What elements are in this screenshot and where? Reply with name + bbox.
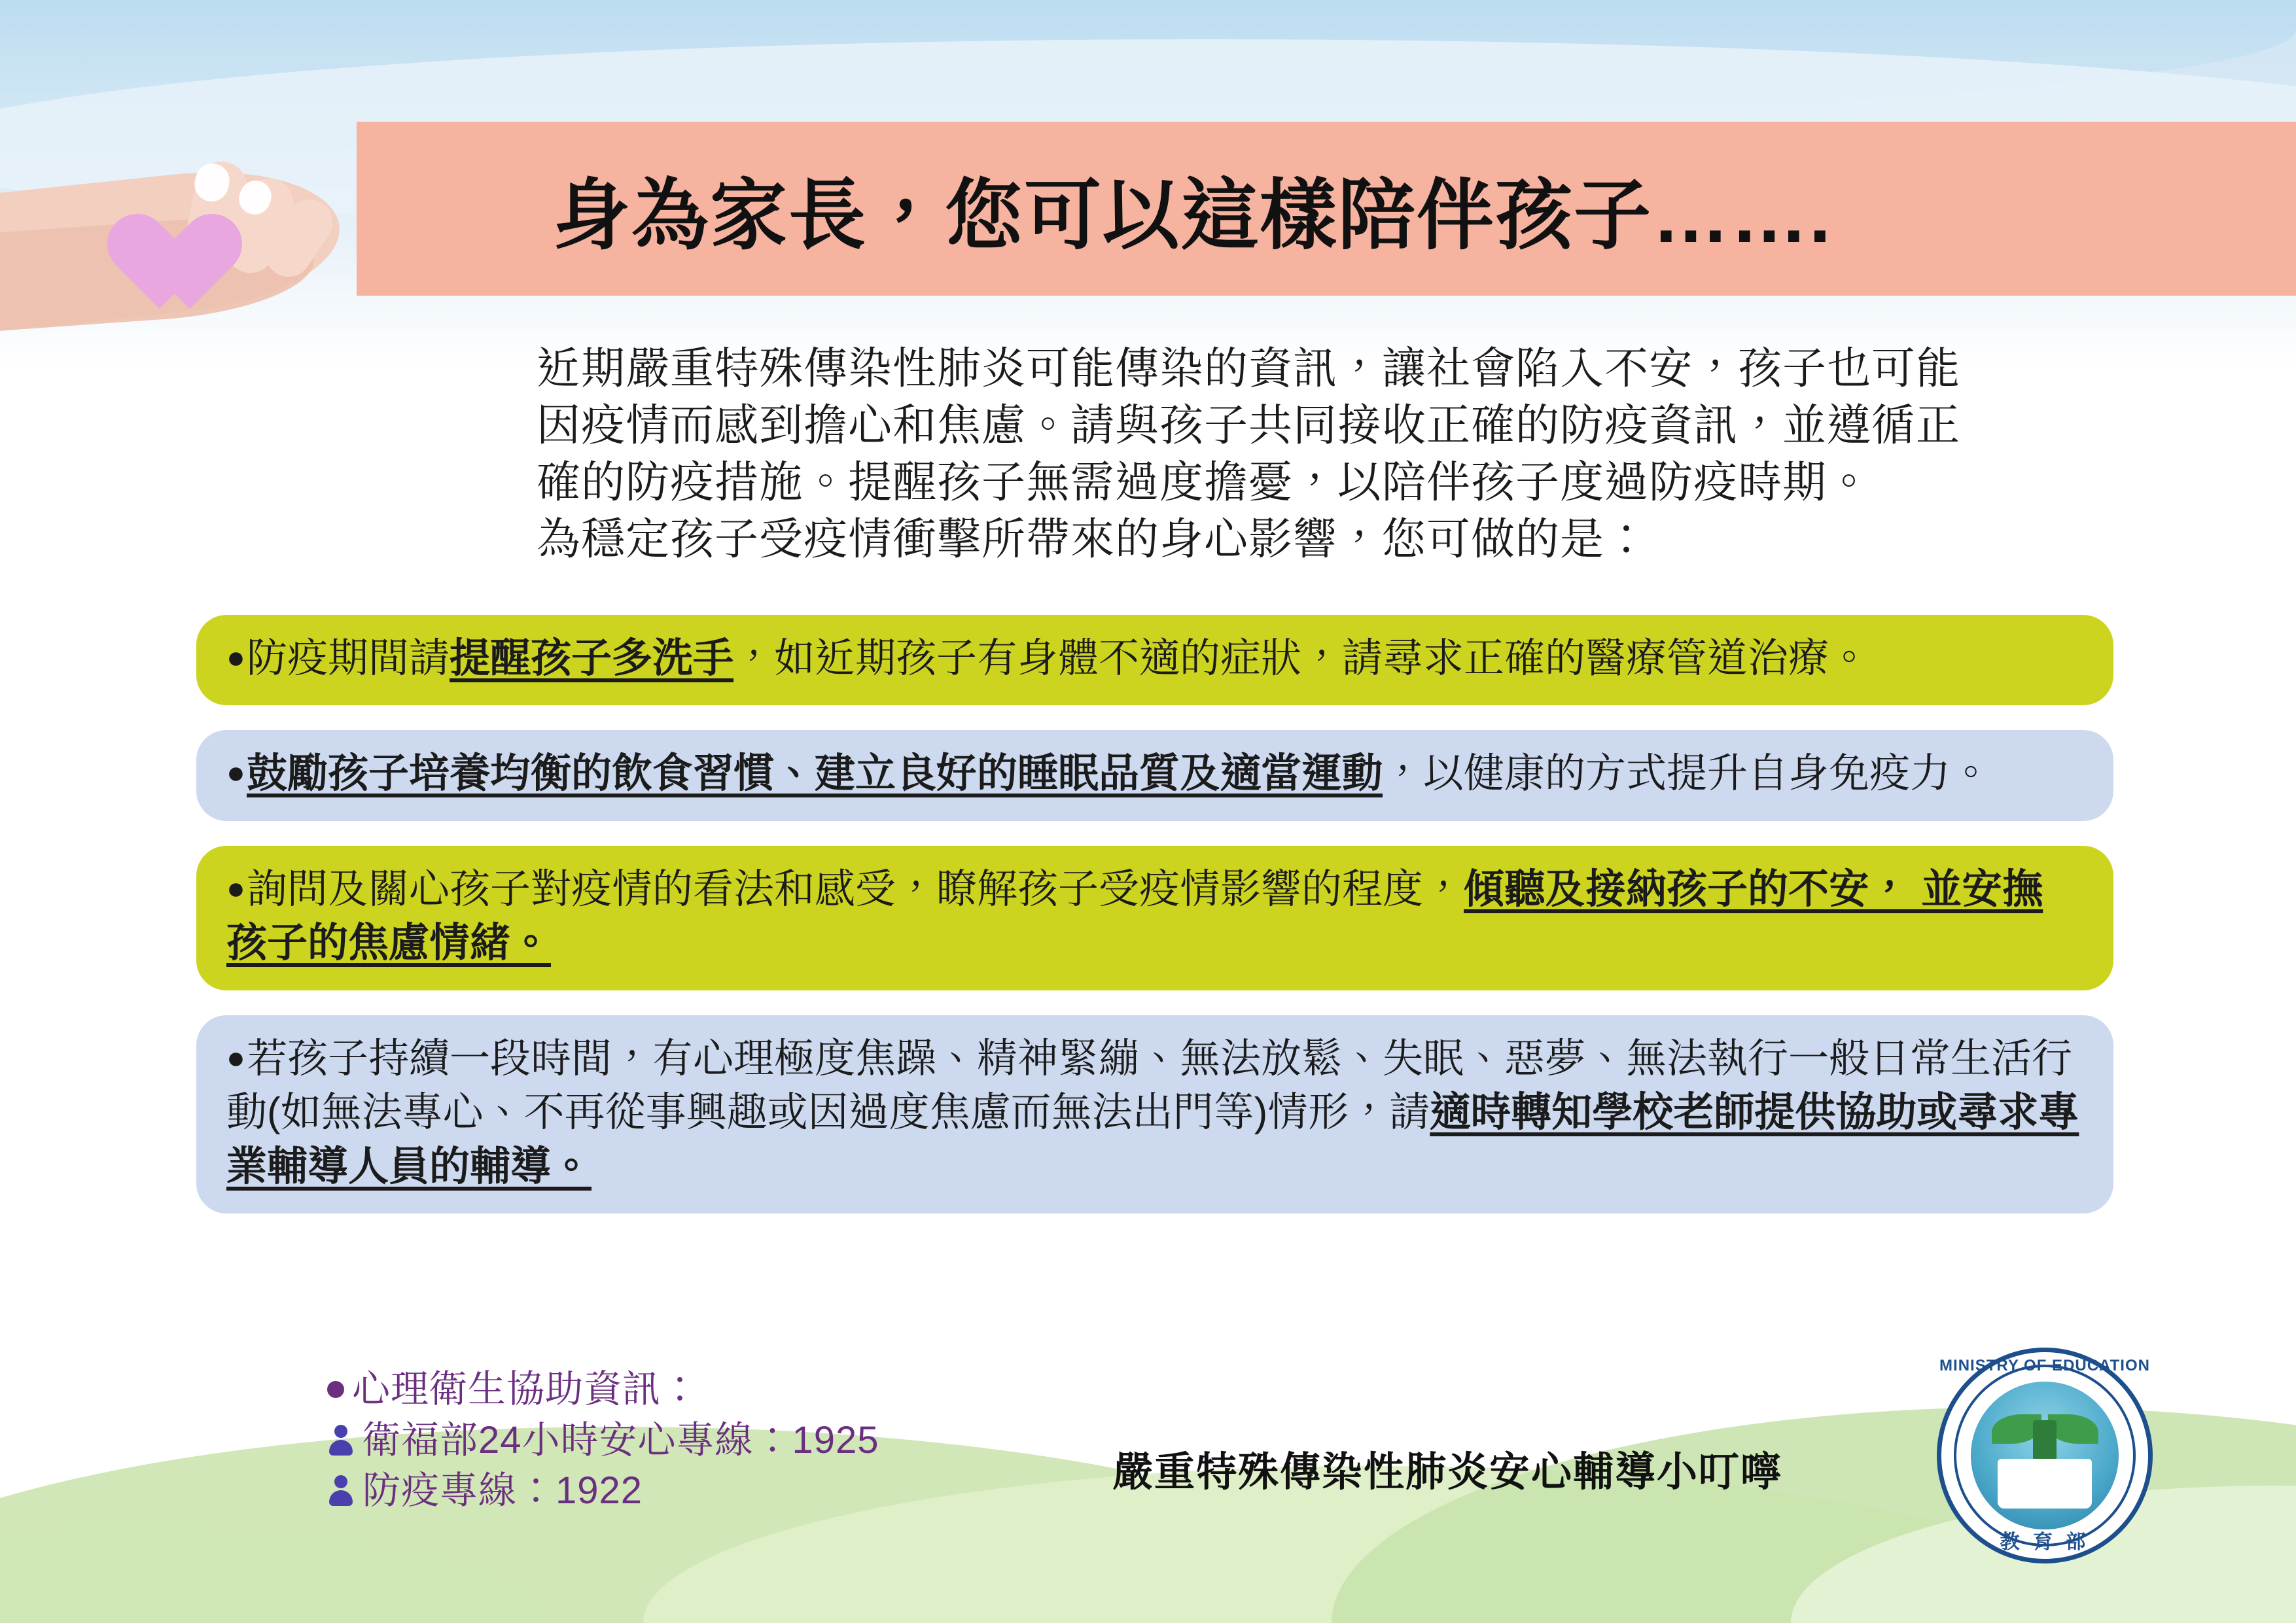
advice-text-emphasis: 提醒孩子多洗手 [450, 636, 734, 681]
advice-text-pre: 防疫期間請 [247, 636, 450, 681]
intro-line-1: 近期嚴重特殊傳染性肺炎可能傳染的資訊，讓社會陷入不安，孩子也可能 [537, 344, 1960, 393]
heart-icon [130, 217, 228, 315]
campaign-tagline: 嚴重特殊傳染性肺炎安心輔導小叮嚀 [1112, 1450, 1783, 1495]
intro-line-4: 為穩定孩子受疫情衝擊所帶來的身心影響，您可做的是： [537, 515, 1649, 565]
intro-line-3: 確的防疫措施。提醒孩子無需過度擔憂，以陪伴孩子度過防疫時期。 [537, 458, 1871, 508]
help-title: 心理衛生協助資訊： [352, 1368, 700, 1410]
advice-text-emphasis: 鼓勵孩子培養均衡的飲食習慣、建立良好的睡眠品質及適當運動 [247, 751, 1383, 797]
bullet-icon: ● [226, 756, 245, 791]
hand-illustration [0, 98, 393, 360]
advice-text-pre: 詢問及關心孩子對疫情的看法和感受，瞭解孩子受疫情影響的程度， [247, 866, 1464, 912]
logo-sprout [2033, 1420, 2057, 1465]
intro-line-2: 因疫情而感到擔心和焦慮。請與孩子共同接收正確的防疫資訊，並遵循正 [537, 401, 1960, 451]
page-title: 身為家長，您可以這樣陪伴孩子……. [553, 173, 1832, 259]
advice-card-list [196, 615, 2113, 1238]
advice-card [196, 846, 2113, 990]
logo-emblem [1971, 1382, 2119, 1529]
help-title-row [327, 1364, 879, 1415]
hotline-row [327, 1465, 879, 1516]
hotline-row [327, 1415, 879, 1466]
header-banner [357, 122, 2296, 296]
intro-paragraph [537, 340, 2172, 568]
advice-card [196, 730, 2113, 820]
advice-card [196, 615, 2113, 705]
advice-card [196, 1015, 2113, 1213]
advice-text-emphasis: 適時轉知學校老師提供協助或尋求專業輔導人員的輔導。 [226, 1090, 2079, 1189]
advice-text-post: ，以健康的方式提升自身免疫力。 [1383, 751, 1992, 797]
ministry-of-education-logo [1937, 1348, 2153, 1563]
bullet-icon: ● [226, 871, 245, 906]
hotline-epidemic: 防疫專線：1922 [362, 1469, 643, 1512]
bullet-icon: ● [226, 640, 245, 675]
bullet-icon [327, 1381, 344, 1398]
person-icon [327, 1423, 355, 1457]
bullet-icon: ● [226, 1040, 245, 1075]
logo-text-chinese: 教 育 部 [2000, 1531, 2090, 1553]
advice-text-emphasis: 傾聽及接納孩子的不安， 並安撫孩子的焦慮情緒。 [226, 866, 2043, 966]
advice-text-pre: 若孩子持續一段時間，有心理極度焦躁、精神緊繃、無法放鬆、失眠、惡夢、無法執行一般日常生活行動(如無法專心、不再從事興趣或因過度焦慮而無法出門等)情形，請 [226, 1036, 2073, 1136]
hotline-mohw: 衛福部24小時安心專線：1925 [362, 1418, 879, 1461]
advice-text-post: ，如近期孩子有身體不適的症狀，請尋求正確的醫療管道治療。 [733, 636, 1870, 681]
logo-book [1998, 1459, 2093, 1509]
logo-text-english: MINISTRY OF EDUCATION [1939, 1357, 2150, 1374]
person-icon [327, 1474, 355, 1508]
mental-health-help-block [327, 1364, 879, 1516]
